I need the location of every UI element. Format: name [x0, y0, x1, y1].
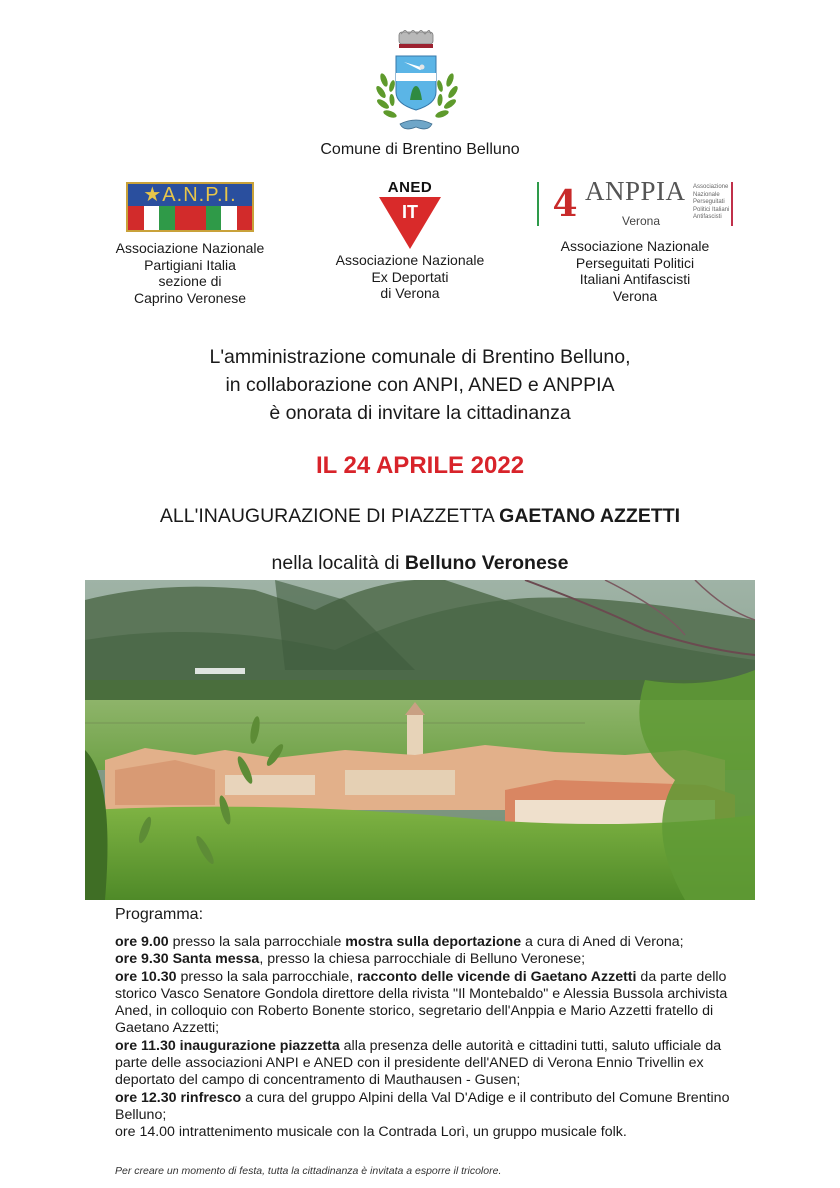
program-time: ore 12.30 rinfresco [115, 1089, 242, 1106]
program-text: a cura del gruppo Alpini della Val D'Adige e il contributo del Comune Brentino Belluno; [115, 1089, 730, 1123]
footer-note: Per creare un momento di festa, tutta la cittadinanza è invitata a esporre il tricolore. [115, 1165, 502, 1177]
program-item [115, 951, 745, 968]
program-text: presso la sala parrocchiale, [176, 968, 358, 985]
caption-line: Caprino Veronese [133, 289, 247, 306]
caption-line: Ex Deportati [371, 268, 449, 285]
anppia-logo-text: ANPPIA [585, 176, 686, 206]
anpi-logo-text: A.N.P.I. [162, 184, 237, 206]
anppia-flame-icon: 4 [552, 183, 578, 225]
municipal-crest-icon [370, 30, 462, 138]
program-highlight: racconto delle vicende di Gaetano Azzetti [357, 968, 637, 985]
program-item [115, 934, 745, 951]
inauguration-line [0, 505, 840, 528]
comune-name: Comune di Brentino Belluno [320, 141, 520, 158]
program-time: ore 11.30 inaugurazione piazzetta [115, 1037, 340, 1054]
invitation-intro [0, 343, 840, 427]
caption-line: Associazione Nazionale [335, 252, 485, 268]
caption-line: sezione di [158, 273, 222, 289]
aned-caption [310, 252, 510, 302]
anppia-logo-sub: Verona [622, 214, 661, 228]
red-bar [731, 182, 733, 226]
small-line: Perseguitati [693, 199, 725, 205]
anpi-logo-block [80, 180, 300, 306]
program-text: a cura di Aned di Verona; [521, 934, 684, 950]
anpi-caption [80, 240, 300, 306]
program-time: ore 10.30 [115, 968, 177, 985]
anppia-logo-block [520, 176, 750, 304]
locality-name: Belluno Veronese [404, 552, 569, 574]
program-text: , presso la chiesa parrocchiale di Belluno Veronese; [259, 951, 586, 968]
program-item [115, 969, 745, 1038]
anppia-logo [530, 176, 740, 230]
program-text: da parte dello storico Vasco Senatore Gondola direttore della rivista "Il Montebaldo" e Alessia Bussola archivista Aned, in colloquio con Roberto Bonente storico, segretario dell'Anppia e Mario Azzetti fratello di Gaetano Azzetti; [115, 968, 728, 1037]
caption-line: Verona [612, 287, 658, 304]
program-text: presso la sala parrocchiale [168, 934, 346, 950]
village-photo [85, 580, 755, 900]
locality-line [0, 552, 840, 575]
program-list [115, 934, 745, 1142]
tricolor-flag-bar [128, 206, 252, 230]
small-line: Politici Italiani [693, 206, 730, 213]
program-text: alla presenza delle autorità e cittadini tutti, saluto ufficiale da parte delle associazioni ANPI e ANED con il presidente dell'ANED di Verona Ennio Trivellin ex deportato del campo di concentramento di Mauthausen - Gusen; [115, 1037, 722, 1089]
anppia-logo-small-text [693, 184, 729, 222]
program-text: ore 14.00 intrattenimento musicale con la Contrada Lorì, un gruppo musicale folk. [115, 1124, 627, 1141]
anpi-logo [126, 182, 254, 232]
intro-line: è onorata di invitare la cittadinanza [269, 402, 571, 424]
caption-line: Associazione Nazionale [115, 240, 265, 256]
program-item [115, 1124, 745, 1141]
honoree-name: GAETANO AZZETTI [499, 505, 681, 527]
event-date: IL 24 APRILE 2022 [315, 452, 525, 479]
aned-badge-text: IT [402, 202, 418, 222]
caption-line: Partigiani Italia [144, 256, 236, 273]
caption-line: Perseguitati Politici [575, 254, 695, 271]
small-line: Associazione [693, 184, 729, 190]
caption-line: di Verona [380, 285, 440, 301]
program-title: Programma: [115, 906, 204, 923]
anppia-caption [520, 238, 750, 304]
program-item [115, 1038, 745, 1090]
aned-logo-block [310, 180, 510, 302]
locality-prefix: nella località di [271, 552, 405, 574]
program-time: ore 9.30 Santa messa [115, 951, 260, 968]
program-time: ore 9.00 [115, 934, 169, 950]
program-highlight: mostra sulla deportazione [345, 934, 522, 950]
program-item [115, 1090, 745, 1125]
small-line: Antifascisti [693, 214, 722, 220]
green-bar [537, 182, 539, 226]
caption-line: Italiani Antifascisti [579, 271, 691, 287]
inauguration-prefix: ALL'INAUGURAZIONE DI PIAZZETTA [159, 505, 500, 527]
aned-logo [375, 180, 445, 250]
intro-line: L'amministrazione comunale di Brentino Belluno, [209, 346, 631, 368]
star-icon: ★ [143, 184, 163, 206]
small-line: Nazionale [693, 191, 720, 198]
aned-logo-text: ANED [387, 179, 433, 196]
caption-line: Associazione Nazionale [560, 238, 710, 254]
intro-line: in collaborazione con ANPI, ANED e ANPPIA [225, 374, 615, 396]
